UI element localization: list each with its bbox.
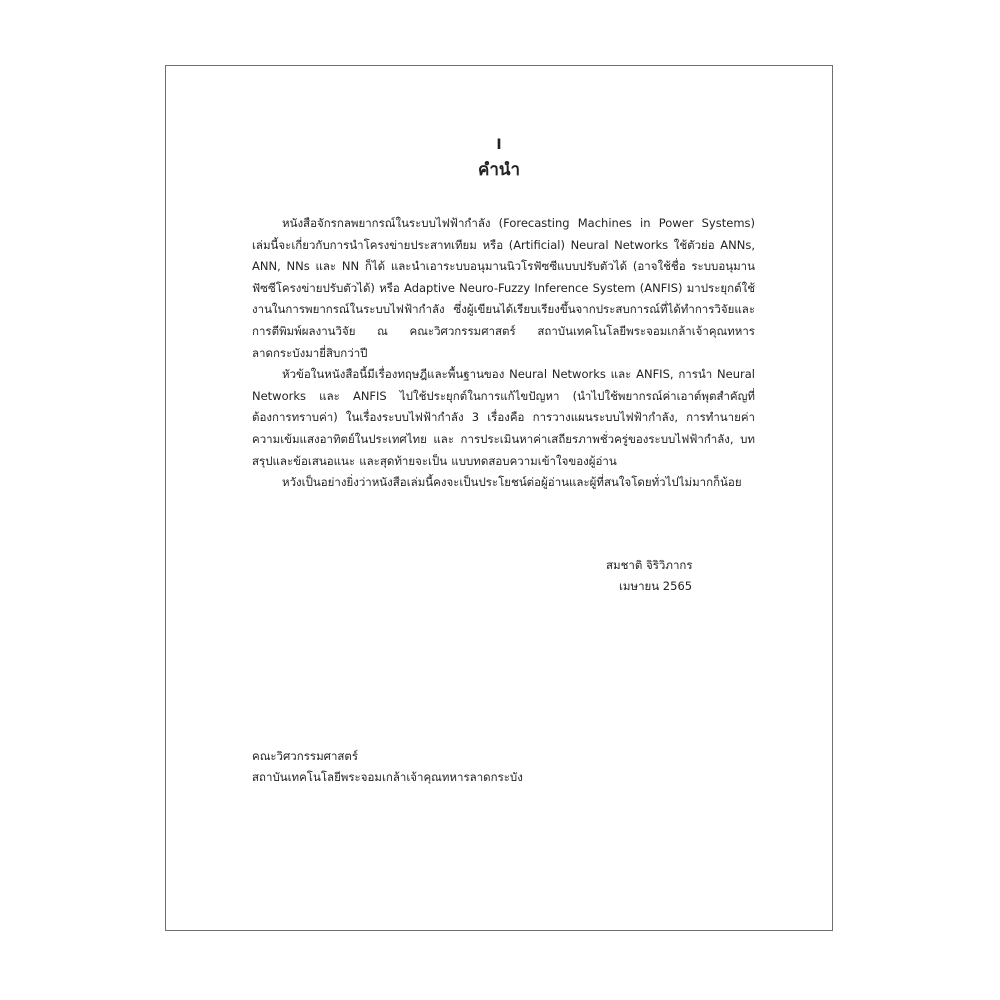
document-page [165,65,833,931]
affiliation-institute: สถาบันเทคโนโลยีพระจอมเกล้าเจ้าคุณทหารลาดกระบัง [252,770,523,784]
affiliation-faculty: คณะวิศวกรรมศาสตร์ [252,749,359,763]
preface-paragraph-2: หัวข้อในหนังสือนี้มีเรื่องทฤษฎีและพื้นฐานของ Neural Networks และ ANFIS, การนำ Neural Networks และ ANFIS ไปใช้ประยุกต์ในการแก้ไขปัญหา (นำไปใช้พยากรณ์ค่าเอาต์พุตสำคัญที่ต้องการทราบค่า) ในเรื่องระบบไฟฟ้ากำลัง 3 เรื่องคือ การวางแผนระบบไฟฟ้ากำลัง, การทำนายค่าความเข้มแสงอาทิตย์ในประเทศไทย และ การประเมินหาค่าเสถียรภาพชั่วครู่ของระบบไฟฟ้ากำลัง, บทสรุปและข้อเสนอแนะ และสุดท้ายจะเป็น แบบทดสอบความเข้าใจของผู้อ่าน [252,367,755,468]
signature-date: เมษายน 2565 [619,579,693,593]
preface-paragraph-1: หนังสือจักรกลพยากรณ์ในระบบไฟฟ้ากำลัง (Forecasting Machines in Power Systems) เล่มนี้จะเกี่ยวกับการนำโครงข่ายประสาทเทียม หรือ (Artificial) Neural Networks ใช้ตัวย่อ ANNs, ANN, NNs และ NN ก็ได้ และนำเอาระบบอนุมานนิวโรฟัซซีแบบปรับตัวได้ (อาจใช้ชื่อ ระบบอนุมานฟัซซีโครงข่ายปรับตัวได้) หรือ Adaptive Neuro-Fuzzy Inference System (ANFIS) มาประยุกต์ใช้งานในการพยากรณ์ในระบบไฟฟ้ากำลัง ซึ่งผู้เขียนได้เรียบเรียงขึ้นจากประสบการณ์ที่ได้ทำการวิจัยและการตีพิมพ์ผลงานวิจัย ณ คณะวิศวกรรมศาสตร์ สถาบันเทคโนโลยีพระจอมเกล้าเจ้าคุณทหารลาดกระบังมายี่สิบกว่าปี [252,216,755,360]
signature-block [606,555,693,597]
page-title: คำนำ [477,160,521,180]
affiliation-block [252,746,523,788]
page-number: I [496,137,502,153]
preface-body [252,213,755,494]
author-name: สมชาติ จิริวิภากร [606,558,693,572]
preface-paragraph-3: หวังเป็นอย่างยิ่งว่าหนังสือเล่มนี้คงจะเป็นประโยชน์ต่อผู้อ่านและผู้ที่สนใจโดยทั่วไปไม่มากก็น้อย [282,475,742,490]
